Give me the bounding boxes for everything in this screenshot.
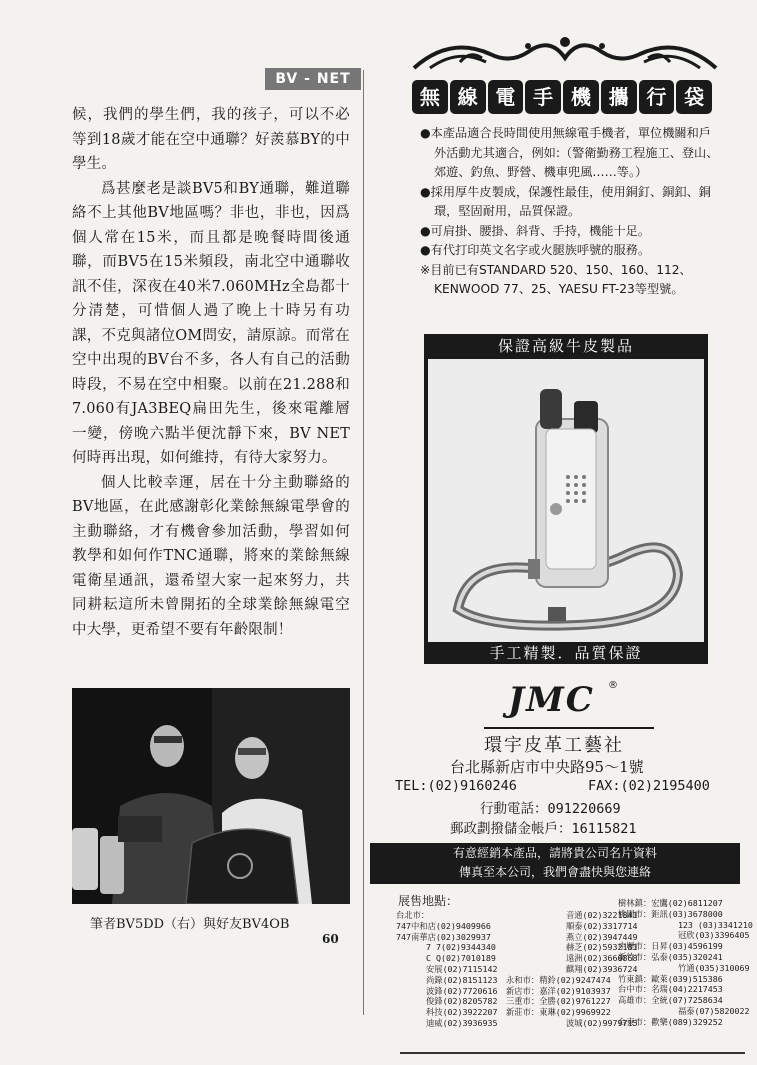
ad-bullet-list: [420, 124, 720, 300]
telephone: TEL:(02)9160246: [395, 778, 517, 794]
ad-title-char: 機: [563, 80, 599, 114]
column-divider: [363, 70, 364, 1015]
ad-bullet: ●可肩掛、腰掛、斜背、手持，機能十足。: [420, 223, 651, 238]
product-banner-bottom: 手工精製．品質保證: [489, 644, 643, 662]
ad-title-char: 手: [525, 80, 561, 114]
ad-title-char: 電: [488, 80, 524, 114]
ad-bullet: ●本產品適合長時間使用無線電手機者，單位機關和戶外活動尤其適合，例如:（警衛勤務工程施工、登山、郊遊、釣魚、野營、機車兜風……等。）: [420, 126, 719, 179]
ad-bullet: ●有代打印英文名字或火腿族呼號的服務。: [420, 243, 651, 257]
brand-logo: JMC: [508, 680, 595, 720]
brand-rule: [484, 727, 654, 729]
radio-case-icon: [428, 359, 704, 642]
ad-title: [412, 80, 712, 114]
article-paragraph: 個人比較幸運，居在十分主動聯絡的BV地區，在此感謝彰化業餘無線電學會的主動聯絡，才有機會參加活動，學習如何教學和如何作TNC通聯，將來的業餘無線電衛星通訊，還希望大家一起來努力，共同耕耘這所未曾開拓的全球業餘無線電空中大學，更希望不要有年齡限制！: [72, 474, 350, 638]
fax: FAX:(02)2195400: [588, 778, 710, 794]
company-address: 台北縣新店市中央路95～1號: [450, 758, 644, 776]
product-panel: [424, 334, 708, 664]
article-paragraph: 爲甚麼老是談BV5和BY通聯，難道聯絡不上其他BV地區嗎？非也，非也，因爲個人常在15米，而且都是晚餐時間後通聯，而BV5在15米頻段，南北空中通聯收訊不佳，深夜在40米7.060MHz全島都十分清楚，可惜個人過了晚上十時另有功課，不克與諸位OM問安，請原諒。而常在空中出現的BV台不多，各人有自己的活動時段，不易在空中相聚。以前在21.288和7.060有JA3BEQ扁田先生，後來電離層一變，傍晚六點半便沈靜下來，BV NET何時再出現，如何維持，有待大家努力。: [72, 180, 350, 466]
company-name: 環宇皮革工藝社: [484, 735, 624, 756]
dealer-line: 傳真至本公司，我們會盡快與您連絡: [458, 865, 651, 879]
section-tag: BV - NET: [265, 68, 361, 90]
dealer-banner: [370, 843, 740, 884]
dealer-list-column: 音通(02)3221841 順泰(02)3317714 燕立(02)3947449 赫芝(02)5932181 遠洲(02)3660868 麒翔(02)3936724 永和市：精鈴(02)9247474 新店市：嘉洋(02)9103937 三重市：全勝(02)9761227 新莊市：東琳(02)9969922 波城(02)9979715: [506, 910, 638, 1028]
registered-mark: ®: [608, 680, 618, 691]
ad-title-char: 行: [639, 80, 675, 114]
ornament-scroll-icon: [410, 32, 720, 72]
article-paragraph: 候，我們的學生們，我的孩子，可以不必等到18歲才能在空中通聯？好羨慕BY的中學生。: [72, 107, 350, 172]
product-banner-top: 保證高級牛皮製品: [497, 337, 634, 355]
page-number: 60: [322, 932, 339, 946]
ad-bullet: ●採用厚牛皮製成，保護性最佳，使用銅釘、銅釦、銅環，堅固耐用，品質保證。: [420, 184, 711, 218]
ad-title-char: 無: [412, 80, 448, 114]
article-photo: [72, 688, 350, 904]
ad-title-char: 線: [450, 80, 486, 114]
exhibit-title: 展售地點：: [398, 894, 459, 908]
bottom-rule: [400, 1052, 745, 1054]
postal-account: 郵政劃撥儲金帳戶：16115821: [450, 821, 637, 837]
ad-title-char: 攜: [601, 80, 637, 114]
dealer-list-column: 台北市： 747中和店(02)9409966 747南華店(02)3029937 7 7(02)9344340 C Q(02)7010189 安展(02)7115142 尚錄(02)8151123 波鋒(02)7720616 俊鋒(02)8205782 科技(02)3922207 迪威(02)3936935: [396, 910, 498, 1028]
ad-bullet: ※目前已有STANDARD 520、150、160、112、KENWOOD 77、25、YAESU FT-23等型號。: [420, 262, 692, 296]
photo-caption: 筆者BV5DD（右）與好友BV4OB: [90, 917, 290, 932]
product-image: [428, 359, 704, 642]
dealer-line: 有意經銷本產品，請將貴公司名片資料: [452, 846, 657, 860]
article-body: [72, 103, 350, 642]
ad-title-char: 袋: [676, 80, 712, 114]
dealer-list-column: 樹林鎮：宏鷹(02)6811207 桃園市：鉅訊(03)3678000 123 (03)3341210 冠欣(03)3396405 中壢市：日昇(03)4596199 新竹市：弘泰(035)320241 竹通(035)310069 竹東鎮：歐萊(039)515386 台中市：名瑞(04)2217453 高雄市：全統(07)7258634 福泰(07)5820022 台東市：歡樂(089)329252: [618, 898, 753, 1027]
photo-two-men: [72, 688, 350, 904]
mobile-phone: 行動電話：091220669: [480, 801, 621, 817]
